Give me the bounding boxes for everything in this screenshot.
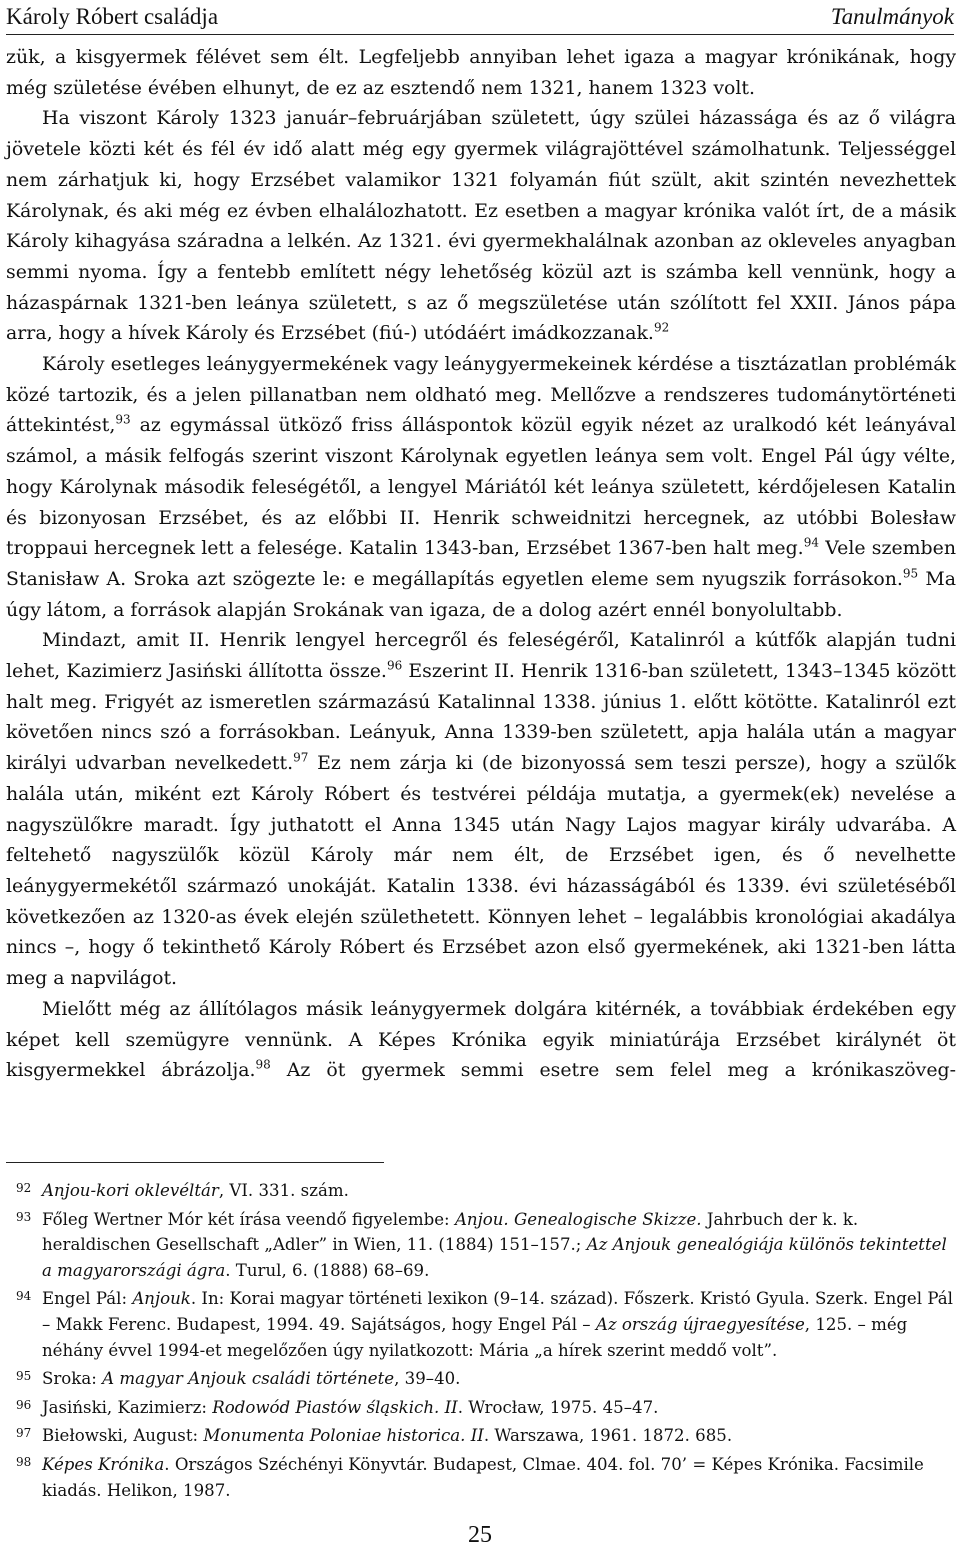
text-run: . In: Korai magyar történeti lexikon (9–14. század). Főszerk. Kristó Gyula. Szerk. Engel Pál – Makk Ferenc. Budapest, 1994. 49. Sajátságos, hogy Engel Pál – [42,1289,953,1334]
footnote-ref: 97 [293,750,309,765]
footnote-number: 93 [16,1209,32,1224]
text-run: , 39–40. [394,1369,461,1389]
text-run: Mindazt, amit II. Henrik lengyel hercegről és feleségéről, Katalinról a kútfők alapján tudni lehet, Kazimierz Jasiński állította össze. [6,629,956,683]
italic-text: Monumenta Poloniae historica. II [203,1426,484,1446]
footnote [6,1366,956,1392]
footnote-number: 96 [16,1397,32,1412]
text-run: Ez nem zárja ki (de bizonyossá sem teszi persze), hogy a szülők halála után, miként ezt Károly Róbert és testvérei példája mutatja, a gyermek(ek) nevelése a nagyszülőkre maradt. Így juthatott el Anna 1345 után Nagy Lajos magyar király udvarába. A feltehető nagyszülők közül Károly már nem élt, de Erzsébet igen, és ő nevelhette leánygyermekétől származó unokáját. Katalin 1338. évi házasságából és 1339. évi születéséből következően az 1320-as évek elején születhetett. Könnyen lehet – legalábbis kronológiai akadálya nincs –, hogy ő tekinthető Károly Róbert és Erzsébet azon első gyermekének, aki 1321-ben látta meg a napvilágot. [6,752,956,990]
footnote-ref: 92 [653,321,670,336]
text-run: Engel Pál: [42,1289,133,1309]
text-run: Mielőtt még az állítólagos másik leánygyermek dolgára kitérnék, a továbbiak érdekében egy képet kell szemügyre vennünk. A Képes Krónika egyik miniatúrája Erzsébet királynét öt kisgyermekkel ábrázolja. [6,997,956,1082]
running-header-section: Tanulmányok [830,4,954,29]
footnotes [6,1178,956,1506]
text-run: Károly esetleges leánygyermekének vagy leánygyermekeinek kérdése a tisztázatlan problémák közé tartozik, és a jelen pillanatban nem oldható meg. Mellőzve a rendszeres tudománytörténeti áttekintést, [6,353,956,437]
text-run: az egymással ütköző friss álláspontok közül egyik nézet az uralkodó két leányával számol, a másik felfogás szerint viszont Károlynak egyetlen leánya sem volt. Engel Pál úgy vélte, hogy Károlynak második feleségétől, a lengyel Máriától két leánya született, kérdőjelesen Katalin és bizonyosan Erzsébet, és az előbbi II. Henrik schweidnitzi hercegnek, az utóbbi Bolesław troppaui hercegnek lett a felesége. Katalin 1343-ban, Erzsébet 1367-ben halt meg. [6,414,956,560]
text-run: , 125. – még néhány évvel 1994-et megelőzően úgy nyilatkozott: Mária „a hírek szerint meddő volt”. [42,1314,908,1360]
footnote-ref: 93 [115,413,131,428]
footnote-number: 97 [16,1426,32,1441]
text-run: Ha viszont Károly 1323 január–februárjában született, úgy szülei házassága és az ő világra jövetele közti két és fél év idő alatt még egy gyermek világrajöttével számolhatunk. Teljességgel nem zárhatjuk ki, hogy Erzsébet valamikor 1321 folyamán fiút szült, akit szintén nevezhettek Károlynak, és aki még ez évben elhalálozhatott. Ez esetben a magyar krónika valót írt, de a másik Károly kihagyása száradna a lelkén. Az 1321. évi gyermekhalálnak azonban az okleveles anyagban semmi nyoma. Így a fentebb említett négy lehetőség közül azt is számba kell vennünk, hogy a házaspárnak 1321-ben leánya született, s az ő megszületése után szólított fel XXII. János pápa arra, hogy a hívek Károly és Erzsébet (fiú-) utódáért imádkozzanak. [6,107,956,345]
footnote-number: 95 [16,1369,32,1384]
main-text [6,42,956,1086]
footnote-ref: 96 [386,658,403,673]
footnote-separator [6,1162,384,1163]
paragraph [6,349,956,625]
footnote-ref: 95 [902,566,919,581]
page-number: 25 [468,1522,492,1548]
text-run: Vele szemben Stanisław A. Sroka azt szögezte le: e megállapítás egyetlen eleme sem nyugszik forrásokon. [6,537,956,590]
text-run: Jasiński, Kazimierz: [42,1397,213,1417]
italic-text: Az ország újraegyesítése [595,1314,805,1334]
footnote-ref: 98 [255,1057,271,1072]
italic-text: Anjou-kori oklevéltár [42,1181,219,1200]
text-run: Ma úgy látom, a források alapján Srokának van igaza, de a dolog azért ennél bonyolultabb. [6,567,956,621]
text-run: Eszerint II. Henrik 1316-ban született, 1343–1345 között halt meg. Frigyét az ismeretlen származású Katalinnal 1338. június 1. előtt kötötte. Katalinról ezt követően nincs szó a forrásokban. Leányuk, Anna 1339-ben született, apja halála után a magyar királyi udvarban nevelkedett. [6,660,956,775]
text-run: , VI. 331. szám. [218,1181,349,1200]
text-run: Az öt gyermek semmi esetre sem felel meg a krónikaszöveg- [270,1059,956,1082]
text-run: . Warszawa, 1961. 1872. 685. [483,1426,733,1446]
footnote [6,1395,956,1421]
footnote-number: 98 [16,1454,32,1469]
footnote-number: 94 [16,1289,32,1304]
paragraph [6,994,956,1086]
footnote [6,1452,956,1503]
italic-text: Az Anjouk genealógiája különös tekintettel a magyarországi ágra [42,1235,947,1280]
footnote [6,1207,956,1284]
italic-text: Anjouk [132,1289,191,1309]
text-run: Biełowski, August: [42,1426,204,1446]
italic-text: Képes Krónika [42,1454,165,1474]
text-run: Sroka: [42,1369,103,1389]
footnote-number: 92 [16,1181,32,1195]
text-run: zük, a kisgyermek félévet sem élt. Legfeljebb annyiban lehet igaza a magyar krónikának, hogy még születése évében elhunyt, de ez az esztendő nem 1321, hanem 1323 volt. [6,46,956,99]
paragraph [6,103,956,349]
footnote-ref: 94 [803,535,819,550]
italic-text: Anjou. Genealogische Skizze. [454,1209,702,1229]
footnote [6,1286,956,1363]
text-run: . Wrocław, 1975. 45–47. [457,1397,659,1417]
footnote [6,1423,956,1449]
italic-text: Rodowód Piastów śląskich. II [212,1397,458,1417]
footnote [6,1178,956,1204]
text-run: Jahrbuch der k. k. heraldischen Gesellschaft „Adler” in Wien, 11. (1884) 151–157.; [42,1209,859,1255]
paragraph [6,42,956,103]
text-run: . Turul, 6. (1888) 68–69. [225,1260,430,1280]
paragraph [6,625,956,993]
text-run: . Országos Széchényi Könyvtár. Budapest, Clmae. 404. fol. 70’ = Képes Krónika. Facsimile kiadás. Helikon, 1987. [42,1454,924,1500]
italic-text: A magyar Anjouk családi története [102,1369,395,1389]
text-run: Főleg Wertner Mór két írása veendő figyelembe: [42,1209,455,1229]
running-header-title: Károly Róbert családja [6,4,219,29]
running-header [6,0,954,35]
